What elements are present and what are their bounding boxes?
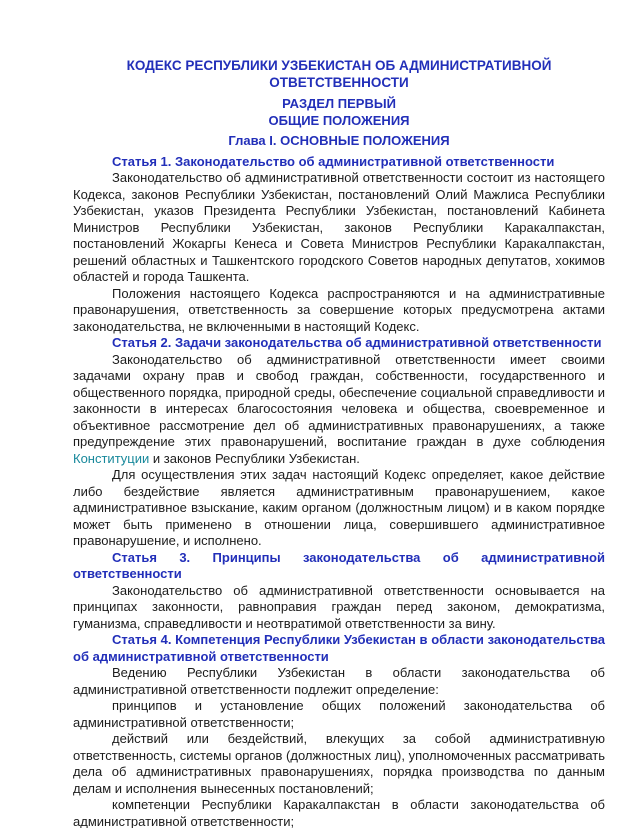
article-4-paragraph-2: принципов и установление общих положений законодательства об административной ответственности; xyxy=(73,698,605,730)
section-heading-line2: ОБЩИЕ ПОЛОЖЕНИЯ xyxy=(268,112,410,128)
constitution-link[interactable]: Конституции xyxy=(73,450,150,466)
article-1-heading: Статья 1. Законодательство об административной ответственности xyxy=(112,153,555,169)
article-4-paragraph-1: Ведению Республики Узбекистан в области законодательства об административной ответственности подлежит определение: xyxy=(73,665,605,697)
article-3-paragraph-1: Законодательство об административной ответственности основывается на принципах законности, равноправия граждан перед законом, демократизма, гуманизма, справедливости и неотвратимой ответственности за вину. xyxy=(73,582,605,631)
section-heading-line1: РАЗДЕЛ ПЕРВЫЙ xyxy=(282,96,396,111)
article-1-paragraph-2: Положения настоящего Кодекса распространяются и на административные правонарушения, ответственность за совершение которых предусмотрена актами законодательства, не включенными в настоящий Кодекс. xyxy=(73,285,605,334)
article-2-paragraph-1-text-after: и законов Республики Узбекистан. xyxy=(149,450,360,466)
article-4-heading: Статья 4. Компетенция Республики Узбекистан в области законодательства об административной ответственности xyxy=(73,632,605,664)
article-2-paragraph-2: Для осуществления этих задач настоящий Кодекс определяет, какое действие либо бездействие является административным правонарушением, какое административное взыскание, каким органом (должностным лицом) и в каком порядке может быть применено в отношении лица, совершившего административное правонарушение, и исполнено. xyxy=(73,467,605,548)
article-2-heading: Статья 2. Задачи законодательства об административной ответственности xyxy=(112,335,602,350)
article-2-paragraph-1 xyxy=(73,352,605,468)
article-2-paragraph-1-text-before: Законодательство об административной ответственности имеет своими задачами охрану прав и свобод граждан, собственности, государственного и общественного порядка, природной среды, обеспечение социальной справедливости и законности в интересах благосостояния человека и общества, своевременное и объективное рассмотрение дел об административных правонарушениях, а также предупреждение этих правонарушений, воспитание граждан в духе соблюдения xyxy=(73,351,605,449)
chapter-heading: Глава I. ОСНОВНЫЕ ПОЛОЖЕНИЯ xyxy=(228,133,450,148)
document-title: КОДЕКС РЕСПУБЛИКИ УЗБЕКИСТАН ОБ АДМИНИСТРАТИВНОЙ ОТВЕТСТВЕННОСТИ xyxy=(126,58,552,90)
article-1-paragraph-1: Законодательство об административной ответственности состоит из настоящего Кодекса, законов Республики Узбекистан, постановлений Олий Мажлиса Республики Узбекистан, указов Президента Республики Узбекистан, постановлений Кабинета Министров Республики Узбекистан, законов Республики Каракалпакстан, постановлений Жокаргы Кенеса и Совета Министров Республики Каракалпакстан, решений областных и Ташкентского городского Советов народных депутатов, хокимов областей и города Ташкента. xyxy=(73,170,605,284)
article-4-paragraph-3: действий или бездействий, влекущих за собой административную ответственность, системы органов (должностных лиц), уполномоченных рассматривать дела об административных правонарушениях, порядка производства по данным делам и исполнения вынесенных постановлений; xyxy=(73,731,605,796)
section-heading xyxy=(73,96,605,129)
article-4-paragraph-4: компетенции Республики Каракалпакстан в области законодательства об административной ответственности; xyxy=(73,797,605,828)
article-3-heading: Статья 3. Принципы законодательства об административной ответственности xyxy=(73,549,605,581)
